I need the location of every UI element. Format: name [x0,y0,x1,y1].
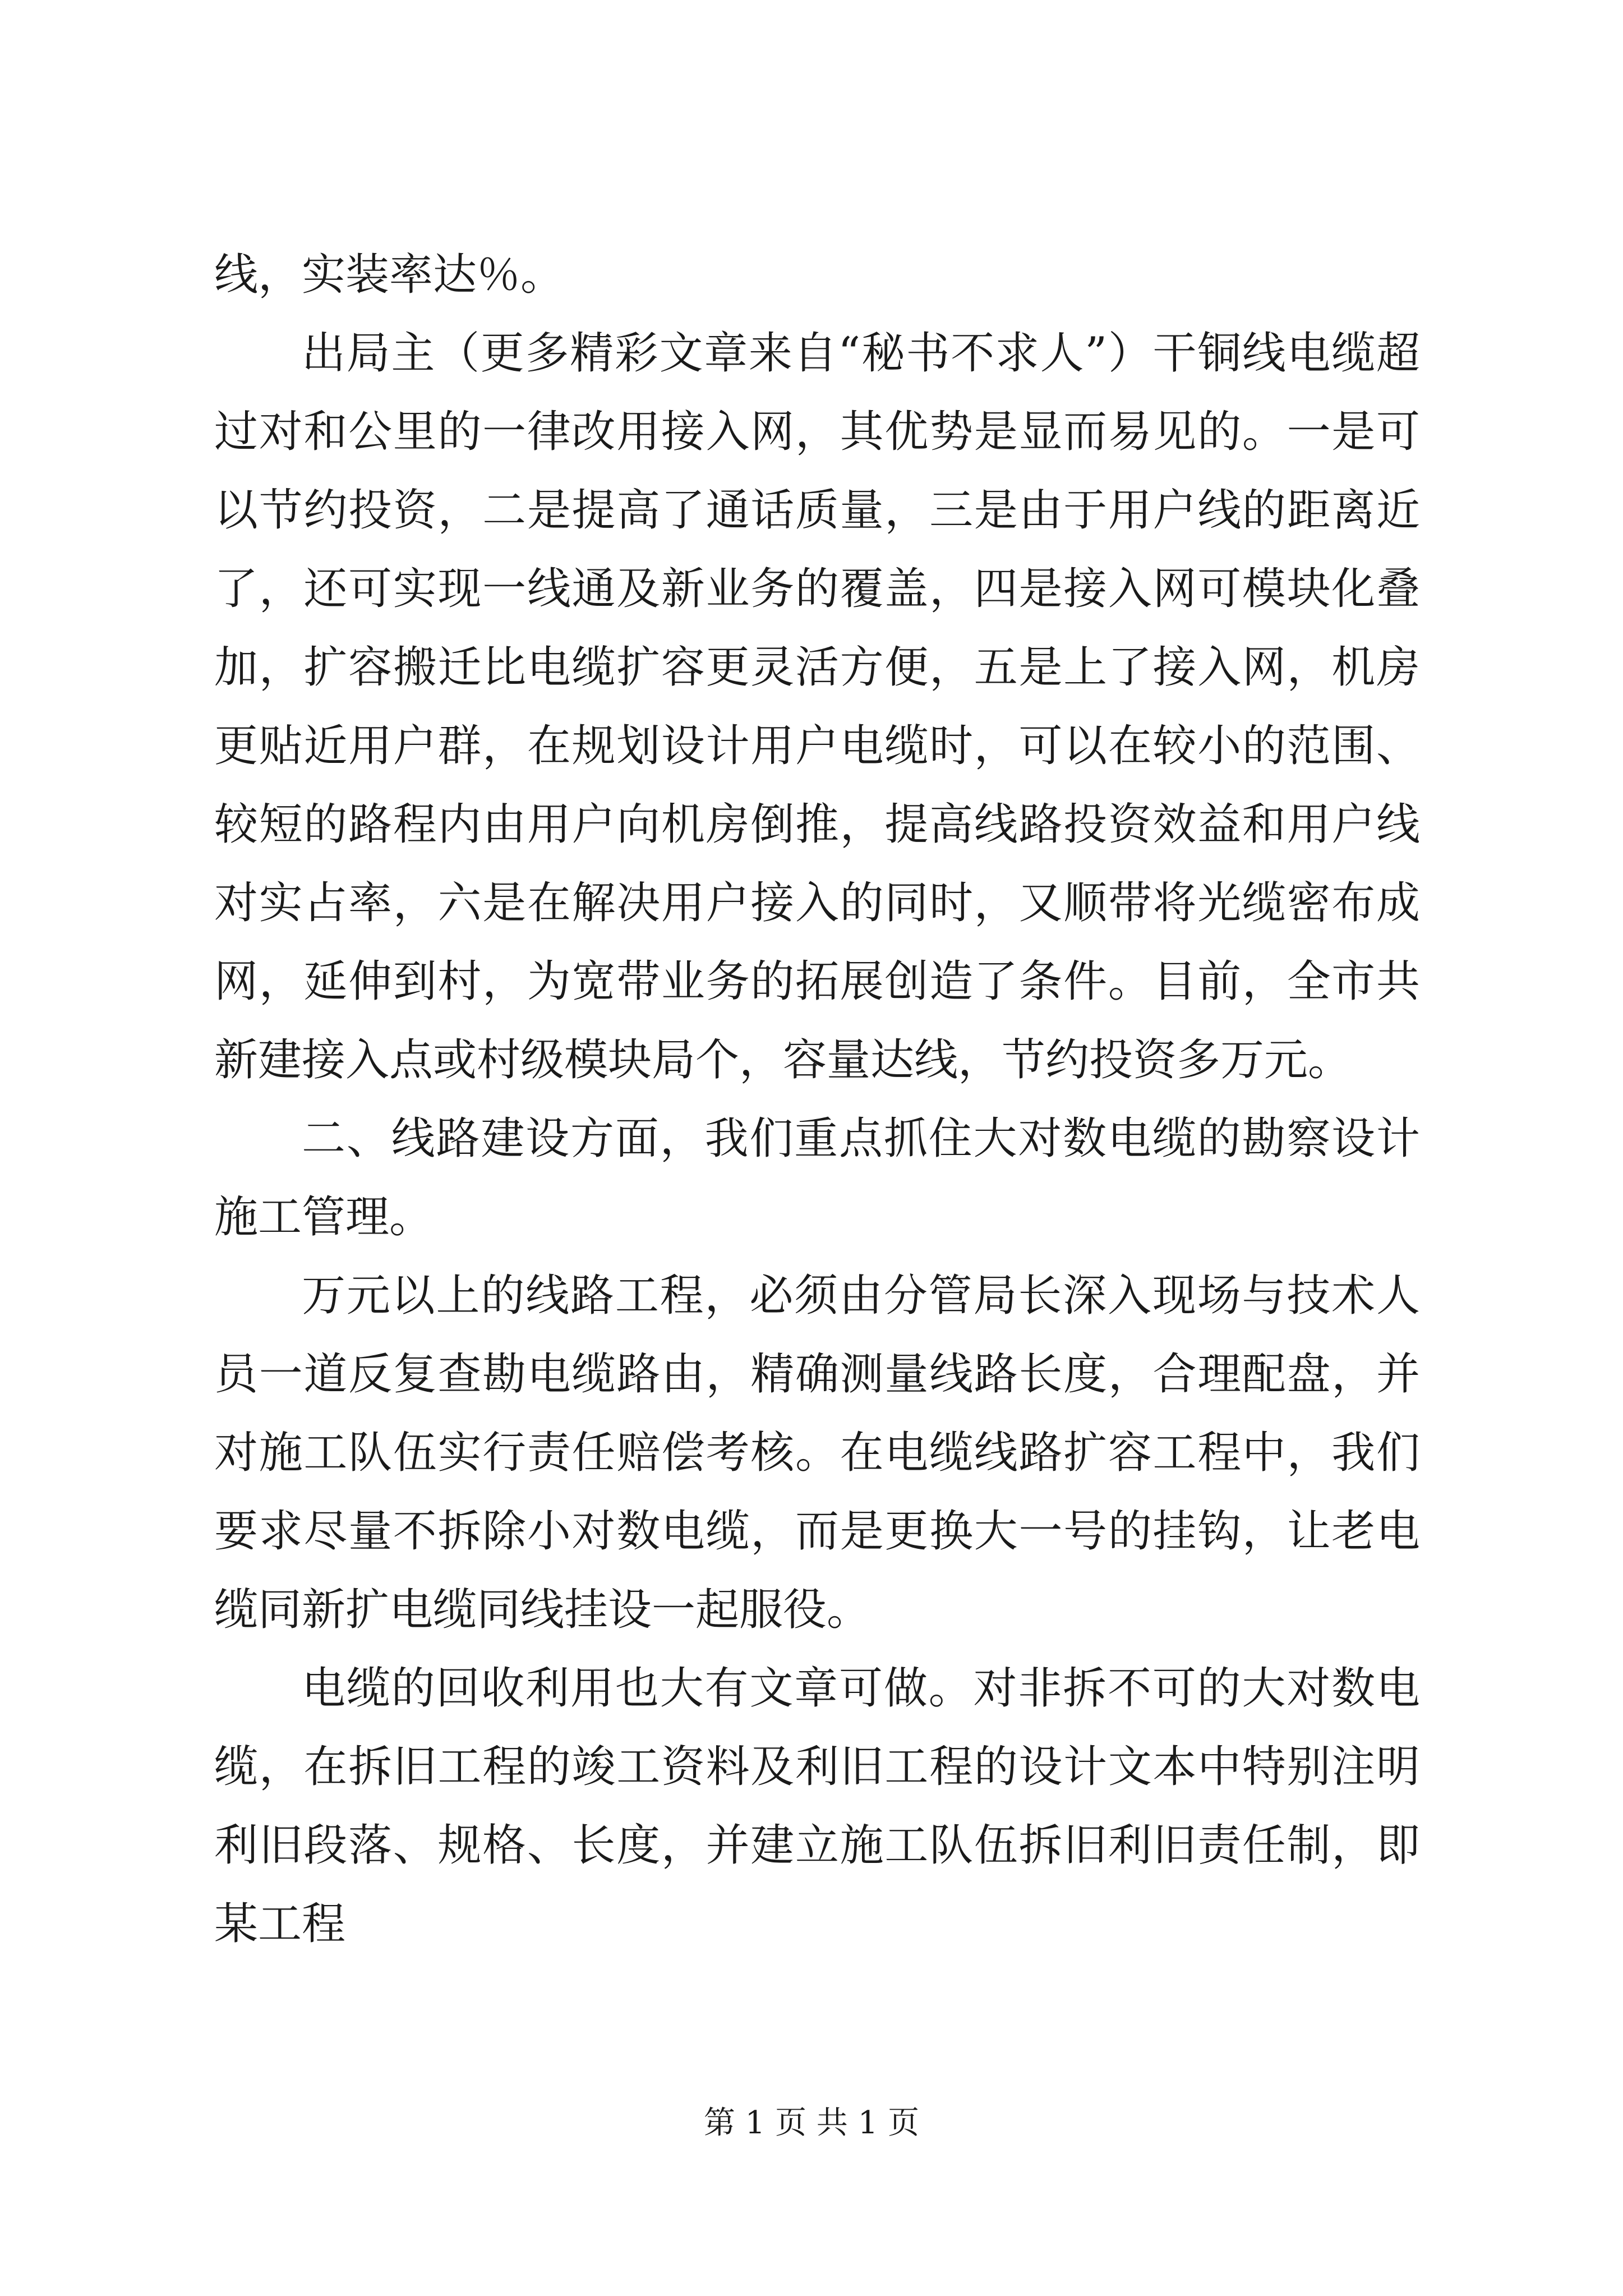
paragraph-4: 万元以上的线路工程，必须由分管局长深入现场与技术人员一道反复查勘电缆路由，精确测量线路长度，合理配盘，并对施工队伍实行责任赔偿考核。在电缆线路扩容工程中，我们要求尽量不拆除小对数电缆，而是更换大一号的挂钩，让老电缆同新扩电缆同线挂设一起服役。 [214,1271,1420,1635]
page-number-label: 第 1 页 共 1 页 [703,2105,920,2141]
paragraph-5: 电缆的回收利用也大有文章可做。对非拆不可的大对数电缆，在拆旧工程的竣工资料及利旧工程的设计文本中特别注明利旧段落、规格、长度，并建立施工队伍拆旧利旧责任制，即某工程 [214,1663,1420,1949]
paragraph-3: 二、线路建设方面，我们重点抓住大对数电缆的勘察设计施工管理。 [214,1114,1420,1243]
page-footer [0,2101,1623,2146]
paragraph-1: 线，实装率达％。 [214,250,565,300]
paragraph-2: 出局主（更多精彩文章来自“秘书不求人”）干铜线电缆超过对和公里的一律改用接入网，其优势是显而易见的。一是可以节约投资，二是提高了通话质量，三是由于用户线的距离近了，还可实现一线通及新业务的覆盖，四是接入网可模块化叠加，扩容搬迁比电缆扩容更灵活方便，五是上了接入网，机房更贴近用户群，在规划设计用户电缆时，可以在较小的范围、较短的路程内由用户向机房倒推，提高线路投资效益和用户线对实占率，六是在解决用户接入的同时，又顺带将光缆密布成网，延伸到村，为宽带业务的拓展创造了条件。目前，全市共新建接入点或村级模块局个，容量达线，节约投资多万元。 [214,328,1420,1085]
document-body [214,236,1420,1963]
